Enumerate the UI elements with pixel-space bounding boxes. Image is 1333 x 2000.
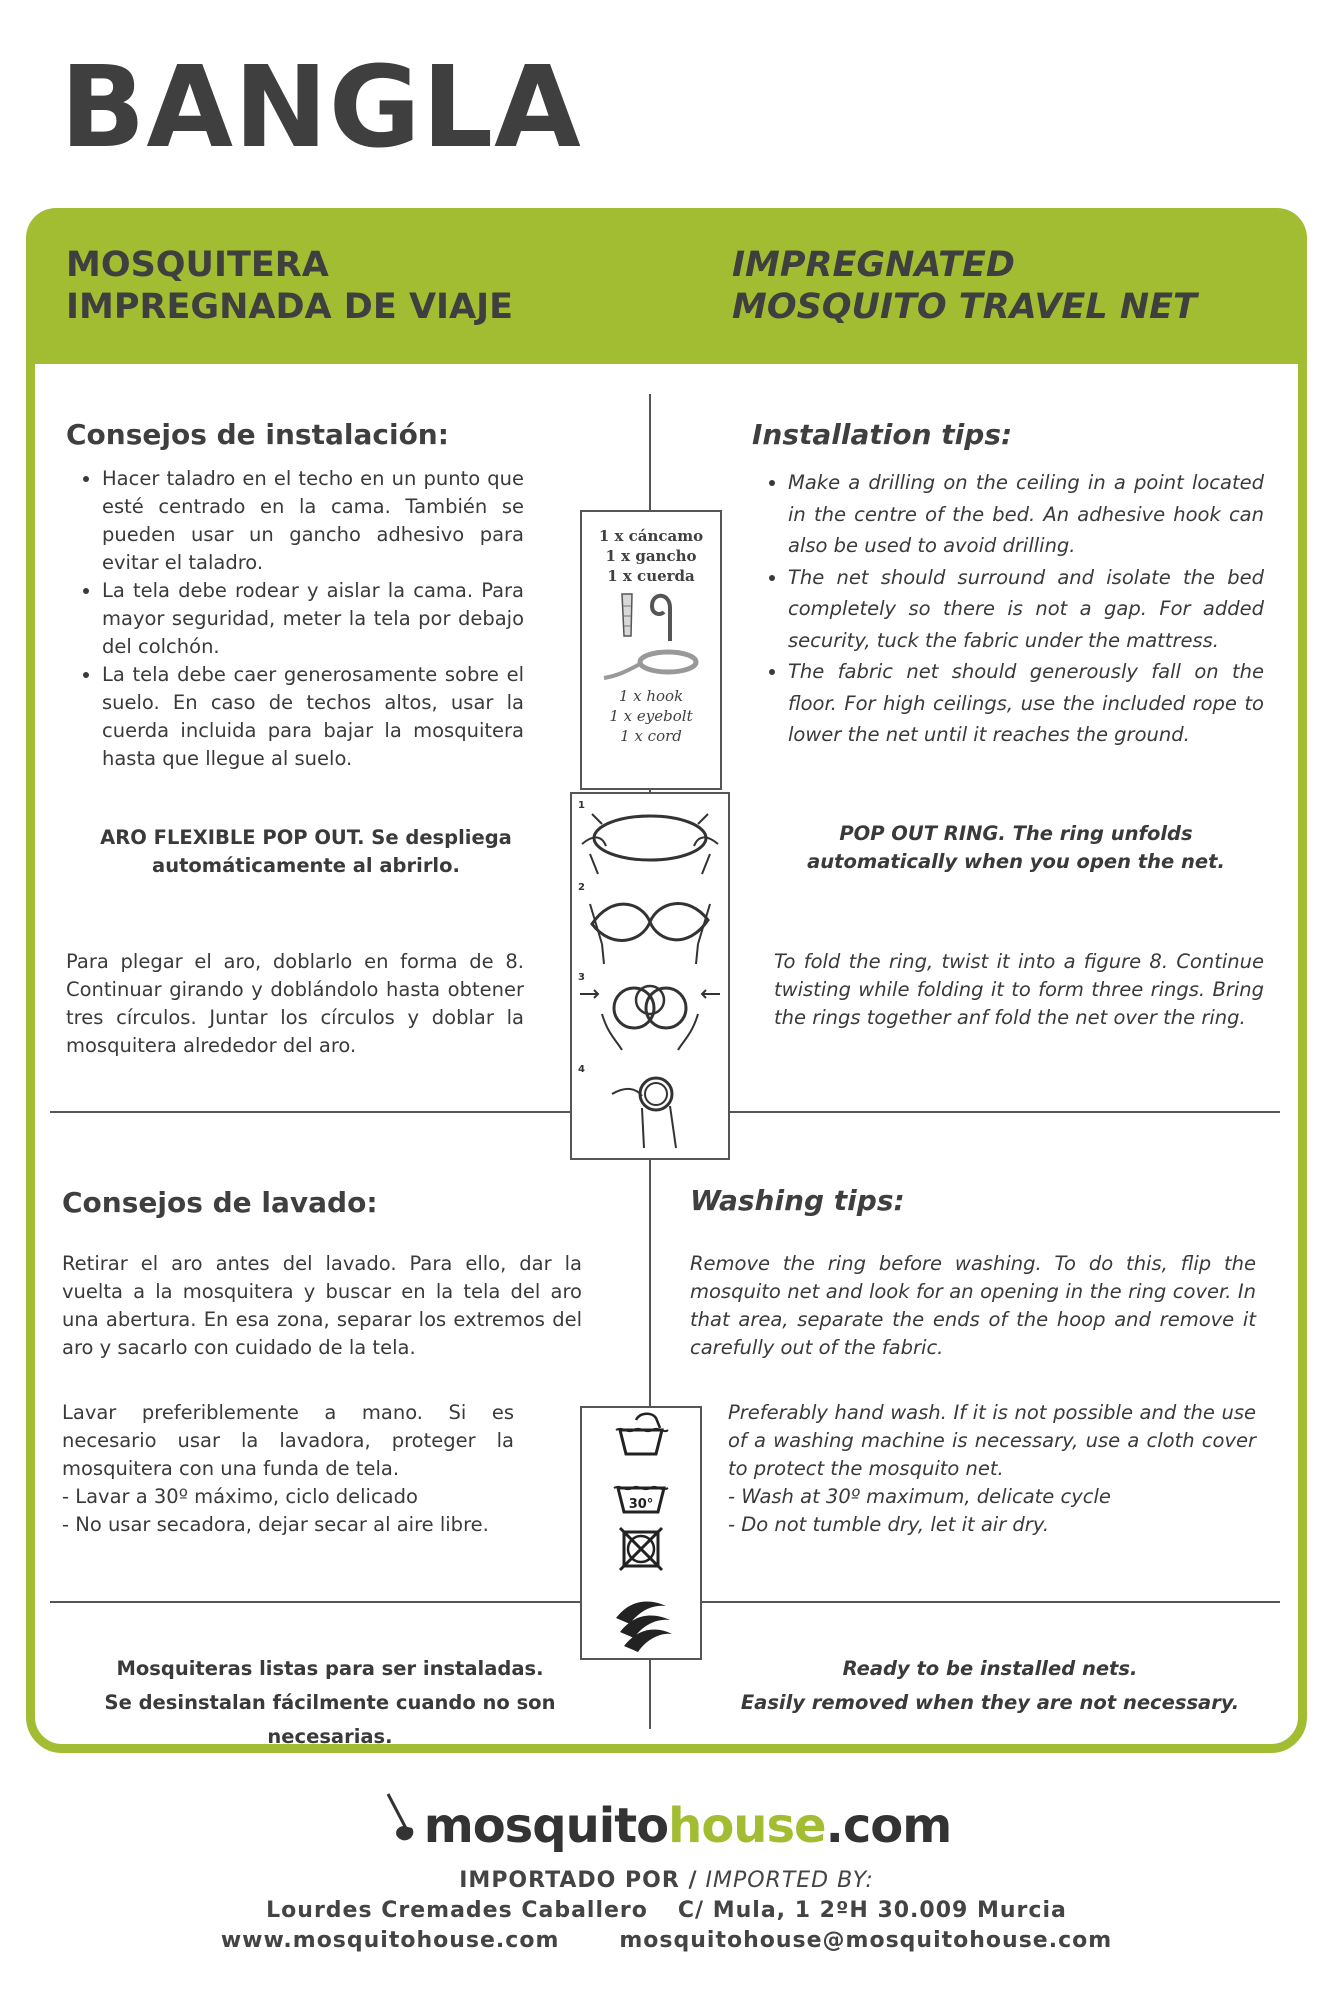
- wash-dry-en: - Do not tumble dry, let it air dry.: [728, 1513, 1050, 1536]
- popout-text-es: ARO FLEXIBLE POP OUT. Se despliega automáticamente al abrirlo.: [100, 826, 512, 877]
- install-item-en-2: • The net should surround and isolate the bed completely so there is not a gap. For added security, tuck the fabric under the mattress.: [788, 562, 1264, 657]
- install-item-en-3: • The fabric net should generously fall on the floor. For high ceilings, use the included rope to lower the net until it reaches the ground.: [788, 656, 1264, 751]
- wash-dry-es: - No usar secadora, dejar secar al aire libre.: [62, 1513, 489, 1536]
- popout-text-en: POP OUT RING. The ring unfolds automatically when you open the net.: [807, 822, 1225, 873]
- parts-list-es: [582, 526, 720, 586]
- fold-step-1-number: 1: [578, 800, 585, 811]
- install-heading-en: Installation tips:: [752, 418, 1013, 451]
- ready-en-line2: Easily removed when they are not necessary.: [740, 1691, 1240, 1714]
- brand-logo: [0, 1790, 1333, 1854]
- install-heading-es: Consejos de instalación:: [66, 418, 449, 451]
- ready-es-line1: Mosquiteras listas para ser instaladas.: [116, 1657, 544, 1680]
- website-link[interactable]: www.mosquitohouse.com: [220, 1928, 560, 1953]
- part-es-hook: 1 x gancho: [605, 547, 697, 565]
- fold-text-es: Para plegar el aro, doblarlo en forma de 8. Continuar girando y doblándolo hasta obtener tres círculos. Juntar los círculos y doblar la mosquitera alrededor del aro.: [66, 950, 524, 1057]
- email-link[interactable]: mosquitohouse@mosquitohouse.com: [619, 1928, 1113, 1953]
- wash-heading-es: Consejos de lavado:: [62, 1186, 378, 1219]
- page-title: BANGLA: [60, 43, 582, 173]
- wash-temp-label: 30°: [628, 1497, 654, 1512]
- wash-heading-en: Washing tips:: [690, 1184, 905, 1217]
- fold-text-en: To fold the ring, twist it into a figure 8. Continue twisting while folding it to form three rings. Bring the rings together anf fold the net over the ring.: [774, 950, 1264, 1029]
- wash-remove-en: Remove the ring before washing. To do this, flip the mosquito net and look for an opening in the ring cover. In that area, separate the ends of the hoop and remove it carefully out of the fabric.: [690, 1252, 1256, 1359]
- part-en-eyebolt: 1 x eyebolt: [609, 707, 693, 725]
- brand-part-house: house: [668, 1798, 826, 1854]
- wash-temp-es: - Lavar a 30º máximo, ciclo delicado: [62, 1485, 418, 1508]
- ready-text-es: [40, 1652, 620, 1754]
- part-en-hook: 1 x hook: [618, 687, 684, 705]
- parts-box: [580, 510, 722, 790]
- brand-part-mosquito: mosquito: [423, 1798, 669, 1854]
- install-list-es: [66, 465, 524, 773]
- install-item-es-3: • La tela debe caer generosamente sobre el suelo. En caso de techos altos, usar la cuerda incluida para bajar la mosquitera hasta que llegue al suelo.: [102, 661, 524, 773]
- header-es-line2: IMPREGNADA DE VIAJE: [66, 287, 514, 327]
- part-en-cord: 1 x cord: [620, 727, 682, 745]
- part-es-cord: 1 x cuerda: [607, 567, 695, 585]
- header-en-line2: MOSQUITO TRAVEL NET: [732, 287, 1197, 327]
- fabric-icon: [616, 1602, 672, 1652]
- fold-step-3-number: 3: [578, 972, 585, 983]
- header-title-en: [732, 244, 1197, 328]
- wash-30-icon: [614, 1487, 668, 1512]
- contact-details: [0, 1928, 1333, 1953]
- ready-es-line2: Se desinstalan fácilmente cuando no son necesarias.: [104, 1691, 556, 1748]
- part-es-eyebolt: 1 x cáncamo: [598, 527, 704, 545]
- install-list-en: [752, 467, 1264, 751]
- parts-list-en: [582, 686, 720, 746]
- imported-en: IMPORTED BY:: [697, 1868, 874, 1893]
- install-item-es-2: • La tela debe rodear y aislar la cama. Para mayor seguridad, meter la tela por debajo del colchón.: [102, 577, 524, 661]
- fold-step-1: [578, 800, 718, 874]
- header-es-line1: MOSQUITERA: [66, 245, 329, 285]
- care-icons-box: [580, 1406, 702, 1660]
- fold-step-2: [578, 882, 710, 964]
- install-item-es-1: • Hacer taladro en el techo en un punto que esté centrado en la cama. También se pueden usar un gancho adhesivo para evitar el taladro.: [102, 465, 524, 577]
- hook-icon: [652, 596, 670, 641]
- wash-hand-es-text: Lavar preferiblemente a mano. Si es necesario usar la lavadora, proteger la mosquitera con una funda de tela.: [62, 1401, 514, 1480]
- install-item-en-1: • Make a drilling on the ceiling in a point located in the centre of the bed. An adhesive hook can also be used to avoid drilling.: [788, 467, 1264, 562]
- importer-details: [0, 1898, 1333, 1923]
- wash-hand-es: [62, 1399, 514, 1539]
- no-tumble-dry-icon: [620, 1528, 662, 1570]
- fold-steps-box: [570, 792, 730, 1160]
- imported-by: [0, 1868, 1333, 1893]
- wash-remove-es: Retirar el aro antes del lavado. Para ello, dar la vuelta a la mosquitera y buscar en la tela del aro una abertura. En esa zona, separar los extremos del aro y sacarlo con cuidado de la tela.: [62, 1252, 582, 1359]
- header-en-line1: IMPREGNATED: [732, 245, 1015, 285]
- wall-plug-icon: [622, 594, 632, 636]
- cord-icon: [604, 652, 696, 678]
- fold-step-4-number: 4: [578, 1064, 585, 1075]
- fold-step-2-number: 2: [578, 882, 585, 893]
- wash-hand-en-text: Preferably hand wash. If it is not possible and the use of a washing machine is necessary, use a cloth cover to protect the mosquito net.: [728, 1401, 1256, 1480]
- parts-illustration: [582, 586, 720, 686]
- fold-steps-illustration: [572, 794, 728, 1158]
- imported-es: IMPORTADO POR /: [459, 1868, 698, 1893]
- ready-en-line1: Ready to be installed nets.: [842, 1657, 1138, 1680]
- header-title-es: [66, 244, 513, 328]
- hand-wash-icon: [616, 1414, 668, 1454]
- care-icons: [582, 1408, 700, 1658]
- ready-text-en: [690, 1652, 1290, 1720]
- importer-name: Lourdes Cremades Caballero: [266, 1898, 648, 1923]
- fold-step-4: [578, 1064, 676, 1148]
- wash-hand-en: [728, 1399, 1256, 1539]
- importer-address: C/ Mula, 1 2ºH 30.009 Murcia: [677, 1898, 1067, 1923]
- brand-part-domain: .com: [825, 1798, 952, 1854]
- fold-step-3: [578, 972, 720, 1050]
- wash-temp-en: - Wash at 30º maximum, delicate cycle: [728, 1485, 1111, 1508]
